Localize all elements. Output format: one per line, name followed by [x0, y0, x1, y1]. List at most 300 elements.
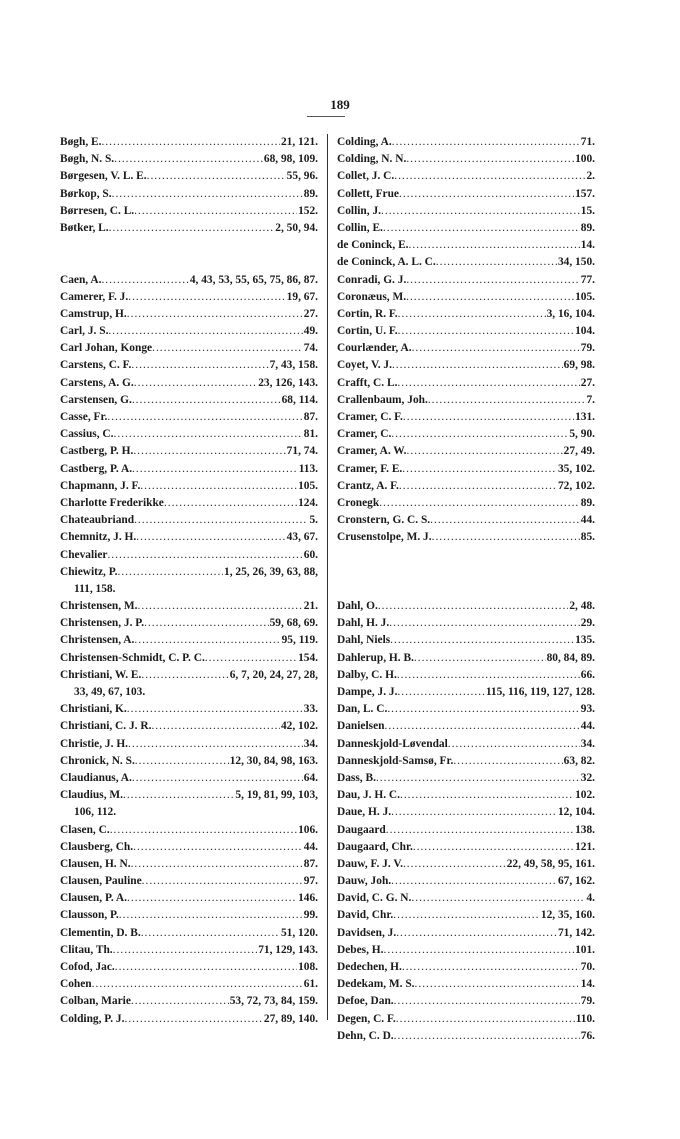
entry-pages: 95, 119.	[281, 634, 318, 647]
entry-pages: 68, 114.	[281, 393, 318, 406]
entry-name: Caen, A.	[60, 273, 102, 286]
index-entry	[337, 203, 595, 220]
index-entry	[337, 375, 595, 392]
entry-name: Collin, J.	[337, 204, 381, 217]
entry-name: Claudius, M.	[60, 789, 123, 802]
index-entry	[60, 564, 318, 581]
leader-dots	[391, 426, 568, 443]
index-entry	[337, 357, 595, 374]
leader-dots	[402, 959, 580, 976]
leader-dots	[448, 736, 580, 753]
leader-dots	[114, 151, 263, 168]
index-entry	[60, 426, 318, 443]
leader-dots	[402, 461, 557, 478]
entry-pages: 157.	[575, 187, 595, 200]
entry-name: David, Chr.	[337, 909, 394, 922]
entry-name: Dehn, C. D.	[337, 1029, 394, 1042]
leader-dots	[132, 770, 303, 787]
index-entry	[60, 1011, 318, 1028]
entry-pages: 77.	[580, 273, 595, 286]
entry-pages: 97.	[303, 875, 318, 888]
entry-name: Dauw, F. J. V.	[337, 857, 403, 870]
entry-pages: 21.	[303, 600, 318, 613]
index-entry	[60, 495, 318, 512]
entry-pages-continued: 111, 158.	[74, 582, 116, 595]
entry-name: Charlotte Frederikke	[60, 496, 164, 509]
leader-dots	[101, 134, 280, 151]
index-entry	[337, 804, 595, 821]
entry-pages: 44.	[580, 514, 595, 527]
leader-dots	[383, 220, 580, 237]
index-entry	[337, 753, 595, 770]
index-entry	[60, 375, 318, 392]
entry-name: Crallenbaum, Joh.	[337, 393, 428, 406]
entry-name: Colban, Marie	[60, 995, 131, 1008]
index-entry	[337, 409, 595, 426]
entry-name: Chiewitz, P.	[60, 565, 118, 578]
entry-name: Cofod, Jac.	[60, 961, 115, 973]
index-entry	[60, 134, 318, 151]
entry-name: Dahlerup, H. B.	[337, 651, 414, 664]
index-entry	[60, 598, 318, 615]
leader-dots	[376, 770, 580, 787]
entry-pages: 70.	[580, 961, 595, 973]
index-entry	[337, 667, 595, 684]
entry-pages: 27.	[303, 307, 318, 320]
entry-pages: 131.	[575, 411, 595, 423]
entry-name: Clausen, P. A.	[60, 892, 127, 905]
entry-pages: 100.	[575, 153, 595, 166]
leader-dots	[112, 186, 303, 203]
index-entry	[60, 873, 318, 890]
entry-name: Dalby, C. H.	[337, 668, 397, 681]
index-entry	[337, 186, 595, 203]
entry-name: Carstensen, G.	[60, 393, 132, 406]
entry-pages: 27.	[580, 376, 595, 389]
index-entry	[60, 443, 318, 460]
leader-dots	[397, 667, 580, 684]
entry-pages: 135.	[575, 634, 595, 647]
entry-pages: 102.	[575, 789, 595, 802]
entry-pages: 44.	[580, 720, 595, 733]
leader-dots	[131, 357, 268, 374]
index-entry	[337, 615, 595, 632]
entry-name: Clasen, C.	[60, 823, 110, 836]
page-number-rule	[307, 116, 345, 117]
entry-pages: 12, 35, 160.	[540, 909, 595, 922]
leader-dots	[205, 650, 297, 667]
entry-name: Christensen, J. P.	[60, 617, 145, 630]
leader-dots	[92, 976, 303, 993]
entry-pages: 113.	[298, 462, 318, 475]
entry-pages: 85.	[580, 531, 595, 544]
index-entry	[60, 478, 318, 495]
entry-pages: 138.	[575, 823, 595, 836]
leader-dots	[108, 323, 302, 340]
leader-dots	[389, 615, 580, 632]
entry-pages: 101.	[575, 943, 595, 956]
entry-name: Coyet, V. J.	[337, 359, 392, 372]
entry-name: Carl, J. S.	[60, 325, 109, 338]
entry-name: Daue, H. J.	[337, 806, 392, 819]
index-entry	[337, 306, 595, 323]
leader-dots	[390, 632, 574, 649]
entry-pages: 34.	[580, 737, 595, 750]
entry-pages: 71, 74.	[286, 445, 318, 458]
index-entry	[337, 873, 595, 890]
leader-dots	[133, 839, 303, 856]
entry-name: Cramer, C.	[337, 428, 392, 441]
index-entry	[337, 787, 595, 804]
index-column-right	[337, 134, 595, 1045]
entry-pages: 15.	[580, 204, 595, 217]
section-gap	[60, 254, 318, 271]
entry-pages: 2, 48.	[569, 600, 595, 613]
leader-dots	[396, 1011, 575, 1028]
entry-pages: 49.	[303, 325, 318, 338]
entry-pages: 152.	[298, 204, 318, 217]
index-entry	[60, 529, 318, 546]
entry-pages: 154.	[298, 651, 318, 664]
entry-pages: 105.	[575, 290, 595, 303]
leader-dots	[152, 340, 303, 357]
leader-dots	[131, 856, 303, 873]
leader-dots	[134, 632, 280, 649]
entry-pages: 87.	[303, 857, 318, 870]
index-entry	[60, 736, 318, 753]
entry-name: Dahl, O.	[337, 600, 378, 613]
entry-pages: 5, 19, 81, 99, 103,	[235, 789, 318, 802]
entry-name: Defoe, Dan.	[337, 995, 394, 1008]
index-entry	[60, 272, 318, 289]
leader-dots	[127, 701, 303, 718]
entry-name: Chevalier	[60, 548, 108, 561]
index-entry	[60, 753, 318, 770]
entry-name: Christensen, M.	[60, 600, 138, 613]
index-entry	[337, 907, 595, 924]
entry-name: Clausson, P.	[60, 909, 119, 922]
entry-pages: 108.	[298, 961, 318, 973]
section-gap	[60, 237, 318, 254]
leader-dots	[128, 289, 285, 306]
entry-name: Clausen, H. N.	[60, 857, 131, 870]
entry-name: Castberg, P. H.	[60, 445, 134, 458]
section-gap	[337, 547, 595, 564]
entry-pages: 115, 116, 119, 127, 128.	[485, 686, 595, 698]
index-entry	[60, 942, 318, 959]
index-entry	[60, 822, 318, 839]
leader-dots	[113, 942, 258, 959]
entry-pages: 61.	[303, 978, 318, 991]
entry-name: Chemnitz, J. H.	[60, 531, 137, 544]
index-entry	[60, 512, 318, 529]
entry-pages: 34.	[303, 737, 318, 750]
leader-dots	[397, 375, 579, 392]
entry-pages: 80, 84, 89.	[546, 651, 595, 664]
entry-name: Chateaubriand	[60, 514, 135, 527]
entry-name: Coronæus, M.	[337, 290, 407, 303]
entry-name: Dedechen, H.	[337, 961, 402, 973]
entry-pages: 110.	[575, 1012, 595, 1025]
index-entry	[60, 151, 318, 168]
leader-dots	[406, 151, 574, 168]
leader-dots	[384, 718, 579, 735]
index-entry	[337, 443, 595, 460]
entry-name: Danneskjold-Løvendal	[337, 737, 448, 750]
entry-name: Christiani, K.	[60, 703, 127, 716]
index-entry	[337, 959, 595, 976]
leader-dots	[394, 1028, 580, 1045]
entry-pages: 71, 142.	[557, 926, 595, 939]
entry-pages: 5.	[309, 514, 318, 527]
entry-pages: 81.	[303, 428, 318, 441]
index-entry	[60, 392, 318, 409]
entry-pages: 146.	[298, 892, 318, 905]
leader-dots	[403, 409, 574, 426]
entry-pages-continued: 33, 49, 67, 103.	[74, 686, 146, 698]
entry-name: Castberg, P. A.	[60, 462, 133, 475]
entry-name: Collett, Frue	[337, 187, 399, 200]
leader-dots	[392, 134, 580, 151]
leader-dots	[400, 787, 574, 804]
index-entry	[337, 340, 595, 357]
leader-dots	[107, 409, 302, 426]
entry-name: Clitau, Th.	[60, 943, 113, 956]
index-entry	[60, 718, 318, 735]
entry-name: Debes, H.	[337, 943, 384, 956]
index-entry	[60, 650, 318, 667]
entry-pages: 14.	[580, 978, 595, 991]
entry-pages: 55, 96.	[286, 170, 318, 183]
entry-pages: 60.	[303, 548, 318, 561]
leader-dots	[141, 925, 280, 942]
leader-dots	[403, 856, 506, 873]
page-number: 189	[330, 97, 350, 112]
leader-dots	[117, 564, 223, 581]
index-entry	[60, 632, 318, 649]
entry-name: Dau, J. H. C.	[337, 789, 400, 802]
leader-dots	[398, 306, 546, 323]
index-entry	[60, 959, 318, 976]
entry-name: Collet, J. C.	[337, 170, 395, 183]
leader-dots	[138, 598, 303, 615]
leader-dots	[436, 254, 557, 271]
index-entry	[337, 701, 595, 718]
index-entry	[337, 134, 595, 151]
entry-name: Dahl, H. J.	[337, 617, 390, 630]
entry-name: Daugaard	[337, 823, 386, 836]
entry-name: Crantz, A. F.	[337, 479, 399, 492]
index-entry	[337, 856, 595, 873]
entry-name: Danielsen	[337, 720, 385, 733]
entry-name: Camerer, F. J.	[60, 290, 129, 303]
leader-dots	[140, 478, 297, 495]
entry-name: Collin, E.	[337, 221, 383, 234]
entry-pages: 121.	[575, 840, 595, 853]
leader-dots	[134, 375, 257, 392]
index-entry	[337, 495, 595, 512]
entry-name: de Coninck, A. L. C.	[337, 256, 436, 269]
index-entry	[337, 736, 595, 753]
leader-dots	[123, 787, 234, 804]
leader-dots	[391, 804, 557, 821]
index-entry	[337, 272, 595, 289]
leader-dots	[414, 650, 546, 667]
entry-pages: 71.	[580, 136, 595, 148]
index-entry	[60, 323, 318, 340]
leader-dots	[114, 426, 303, 443]
entry-name: Colding, A.	[337, 136, 392, 148]
index-entry	[60, 289, 318, 306]
leader-dots	[413, 839, 574, 856]
index-entry	[60, 839, 318, 856]
index-entry	[337, 632, 595, 649]
entry-pages: 72, 102.	[557, 479, 595, 492]
leader-dots	[109, 220, 275, 237]
column-divider	[327, 134, 328, 1020]
entry-pages: 79.	[580, 342, 595, 355]
index-entry	[337, 529, 595, 546]
leader-dots	[136, 529, 285, 546]
leader-dots	[397, 684, 484, 701]
entry-name: Cohen	[60, 978, 92, 991]
entry-pages: 105.	[298, 479, 318, 492]
entry-pages: 89.	[303, 187, 318, 200]
leader-dots	[142, 873, 303, 890]
index-entry	[60, 976, 318, 993]
entry-pages: 93.	[580, 703, 595, 716]
entry-name: Christensen, A.	[60, 634, 135, 647]
entry-name: Dan, L. C.	[337, 703, 388, 716]
entry-pages: 3, 16, 104.	[546, 307, 595, 320]
entry-name: Børgesen, V. L. E.	[60, 170, 147, 183]
leader-dots	[132, 392, 281, 409]
entry-pages: 44.	[303, 840, 318, 853]
index-entry	[337, 392, 595, 409]
entry-pages: 43, 67.	[286, 531, 318, 544]
index-entry	[60, 615, 318, 632]
entry-name: Cortin, U. F.	[337, 325, 398, 338]
entry-pages: 32.	[580, 771, 595, 784]
entry-name: Colding, P. J.	[60, 1012, 125, 1025]
entry-pages: 7.	[586, 393, 595, 406]
entry-name: Christiani, W. E.	[60, 668, 142, 681]
entry-name: Cramer, C. F.	[337, 411, 403, 423]
entry-pages: 27, 49.	[563, 445, 595, 458]
entry-name: Degen, C. F.	[337, 1012, 396, 1025]
index-entry	[60, 203, 318, 220]
index-entry	[60, 357, 318, 374]
entry-name: Crafft, C. L.	[337, 376, 398, 389]
entry-pages: 89.	[580, 496, 595, 509]
leader-dots	[164, 495, 297, 512]
entry-name: Børresen, C. L.	[60, 204, 135, 217]
index-entry	[337, 822, 595, 839]
entry-name: Carl Johan, Konge	[60, 342, 153, 355]
entry-name: Børkop, S.	[60, 187, 112, 200]
index-entry	[60, 925, 318, 942]
entry-name: Conradi, G. J.	[337, 273, 407, 286]
index-entry	[337, 1028, 595, 1045]
entry-pages: 14.	[580, 239, 595, 252]
index-entry	[60, 409, 318, 426]
entry-pages: 79.	[580, 995, 595, 1008]
index-entry	[337, 976, 595, 993]
index-entry	[337, 650, 595, 667]
leader-dots	[430, 512, 580, 529]
entry-pages: 66.	[580, 668, 595, 681]
entry-name: Colding, N. N.	[337, 153, 407, 166]
leader-dots	[135, 753, 229, 770]
leader-dots	[391, 873, 557, 890]
entry-pages: 42, 102.	[280, 720, 318, 733]
entry-pages: 29.	[580, 617, 595, 630]
entry-pages: 104.	[575, 325, 595, 338]
entry-name: Cassius, C.	[60, 428, 114, 441]
entry-name: Cramer, F. E.	[337, 462, 403, 475]
entry-name: Daugaard, Chr.	[337, 840, 413, 853]
entry-pages: 4, 43, 53, 55, 65, 75, 86, 87.	[189, 273, 318, 286]
index-entry	[337, 770, 595, 787]
index-entry	[60, 340, 318, 357]
entry-name: Chapmann, J. F.	[60, 479, 141, 492]
leader-dots	[141, 667, 228, 684]
entry-name: Carstens, A. G.	[60, 376, 134, 389]
section-gap	[337, 564, 595, 581]
index-entry	[337, 323, 595, 340]
entry-name: Claudianus, A.	[60, 771, 132, 784]
entry-pages: 67, 162.	[557, 875, 595, 888]
index-entry	[337, 254, 595, 271]
leader-dots	[406, 289, 574, 306]
leader-dots	[432, 529, 580, 546]
entry-pages: 21, 121.	[280, 136, 318, 148]
index-entry	[337, 461, 595, 478]
entry-pages: 74.	[303, 342, 318, 355]
index-entry	[60, 890, 318, 907]
entry-pages-continued: 106, 112.	[74, 806, 117, 819]
entry-name: Casse, Fr.	[60, 411, 108, 423]
index-column-left	[60, 134, 318, 1028]
entry-name: Clementin, D. B.	[60, 926, 141, 939]
index-entry	[337, 684, 595, 701]
entry-name: Danneskjold-Samsø, Fr.	[337, 754, 454, 767]
leader-dots	[124, 1011, 262, 1028]
leader-dots	[115, 959, 297, 976]
index-entry	[60, 186, 318, 203]
entry-name: Dauw, Joh.	[337, 875, 392, 888]
leader-dots	[131, 993, 229, 1010]
entry-name: Cramer, A. W.	[337, 445, 407, 458]
entry-pages: 22, 49, 58, 95, 161.	[506, 857, 595, 870]
entry-name: Cortin, R. F.	[337, 307, 398, 320]
leader-dots	[379, 495, 580, 512]
leader-dots	[132, 461, 298, 478]
entry-pages: 12, 30, 84, 98, 163.	[229, 754, 318, 767]
leader-dots	[393, 907, 540, 924]
entry-pages: 63, 82.	[563, 754, 595, 767]
entry-pages: 12, 104.	[557, 806, 595, 819]
entry-name: Clausberg, Ch.	[60, 840, 134, 853]
entry-name: Dampe, J. J.	[337, 686, 398, 698]
index-entry	[337, 289, 595, 306]
index-entry	[60, 856, 318, 873]
entry-name: Crusenstolpe, M. J.	[337, 531, 432, 544]
leader-dots	[399, 478, 557, 495]
index-entry	[337, 890, 595, 907]
entry-pages: 64.	[303, 771, 318, 784]
leader-dots	[406, 272, 579, 289]
